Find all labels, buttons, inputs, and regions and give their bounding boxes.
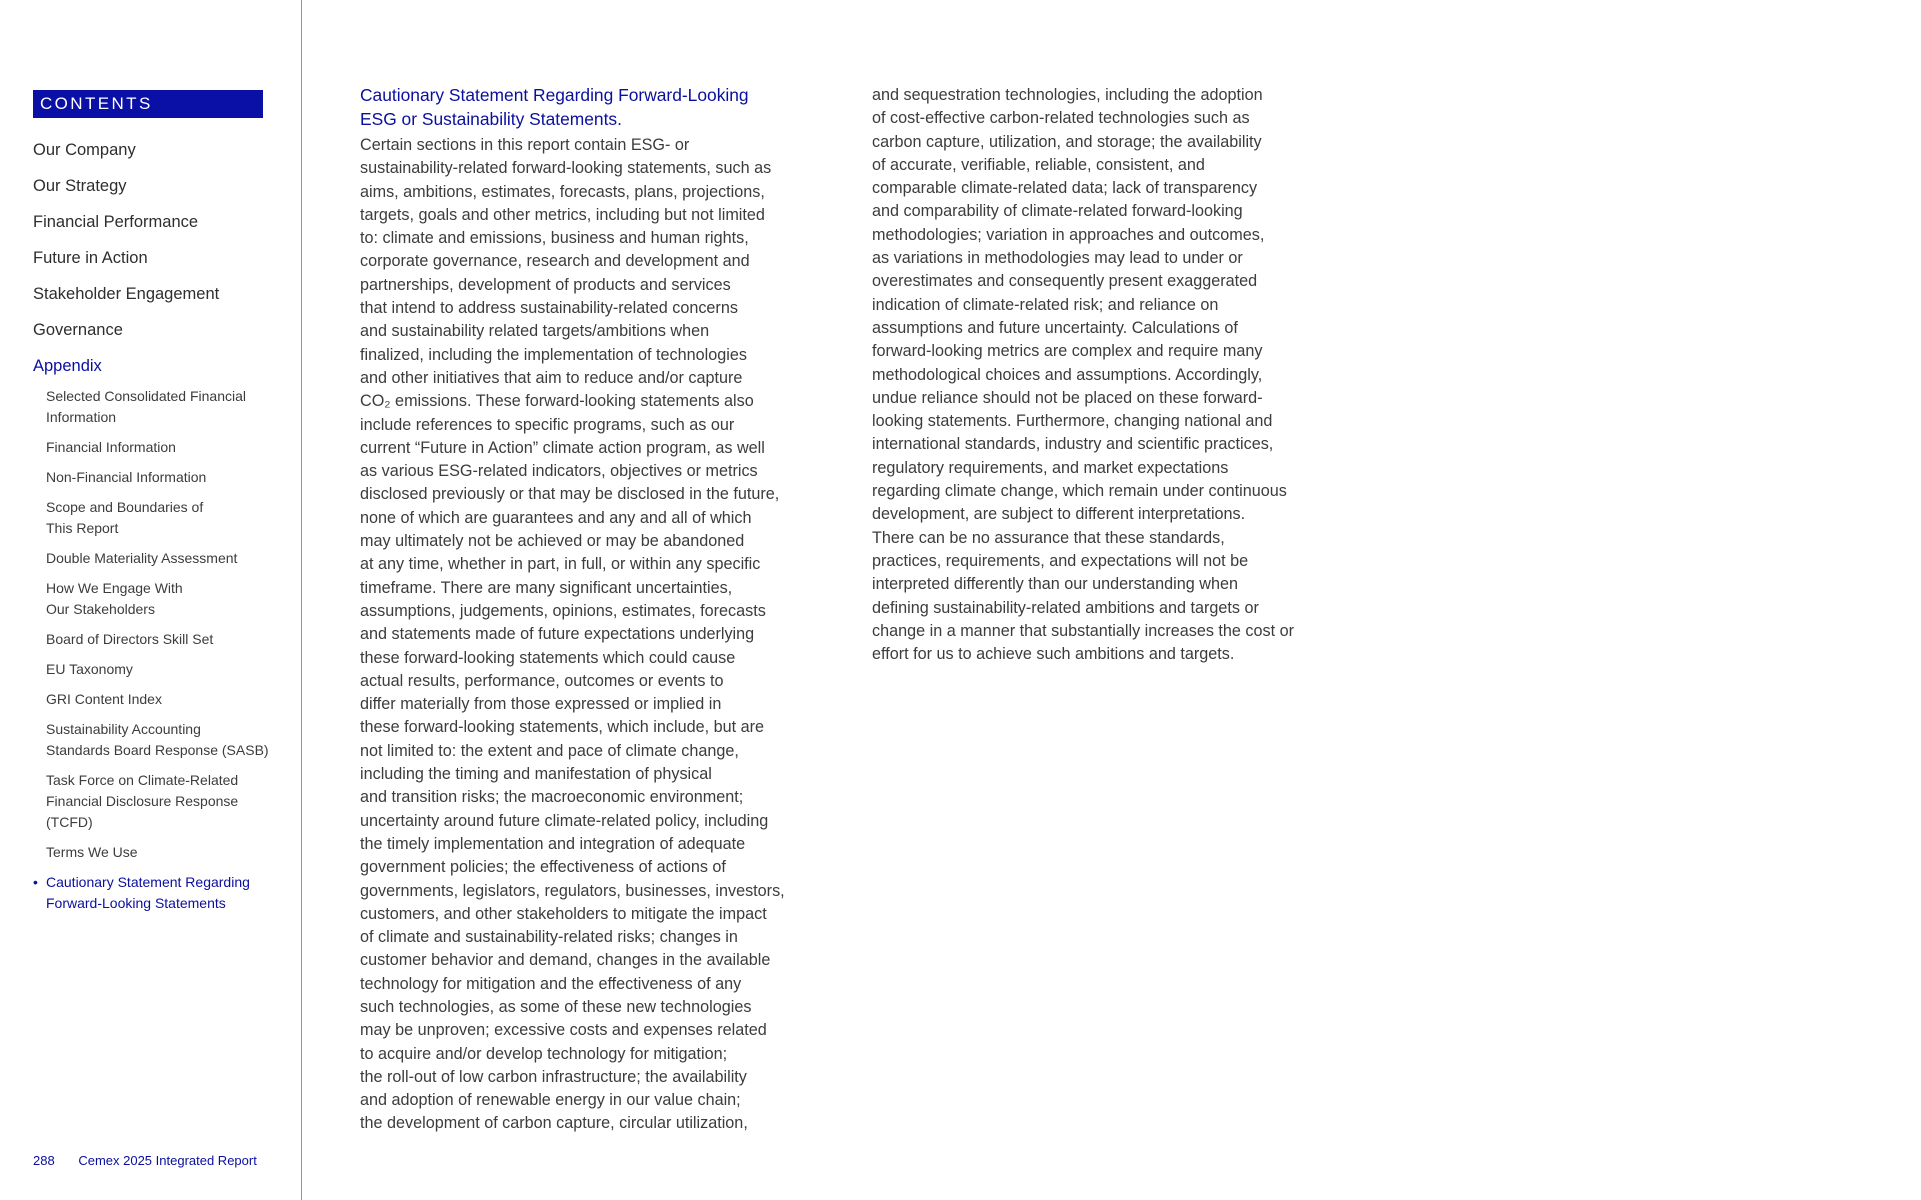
subnav-item-non-financial-information[interactable] (46, 467, 286, 488)
report-title: Cemex 2025 Integrated Report (78, 1153, 257, 1168)
body-text-line: technology for mitigation and the effectiveness of any (360, 974, 742, 993)
subnav-item-label: EU Taxonomy (46, 661, 133, 677)
nav-item-stakeholder-engagement[interactable]: Stakeholder Engagement (33, 285, 220, 303)
body-text-line: and comparability of climate-related forward-looking (872, 202, 1243, 221)
subnav-item-label: Standards Board Response (SASB) (46, 742, 269, 758)
subnav-item-selected-consolidated-financial-information[interactable] (46, 386, 286, 428)
body-text-line: effort for us to achieve such ambitions and targets. (872, 645, 1235, 664)
subnav-item-board-skill-set[interactable] (46, 629, 286, 650)
subnav-item-how-we-engage[interactable] (46, 578, 286, 620)
subnav-item-label: GRI Content Index (46, 691, 162, 707)
body-text-line: overestimates and consequently present exaggerated (872, 272, 1258, 291)
body-text-line: to: climate and emissions, business and human rights, (360, 229, 749, 248)
body-text-line: actual results, performance, outcomes or events to (360, 671, 724, 690)
body-text-line: as variations in methodologies may lead to under or (872, 249, 1243, 268)
subnav-item-financial-information[interactable] (46, 437, 286, 458)
body-text-line: may be unproven; excessive costs and expenses related (360, 1021, 767, 1040)
subnav-item-label: Our Stakeholders (46, 601, 155, 617)
column-1-paragraph (360, 134, 785, 1136)
body-text-line: these forward-looking statements which could cause (360, 648, 736, 667)
subnav-item-double-materiality-assessment[interactable] (46, 548, 286, 569)
main-nav-list (33, 137, 219, 389)
body-text-line: comparable climate-related data; lack of transparency (872, 179, 1258, 198)
sidebar-navigation (0, 0, 302, 1200)
body-text-line: differ materially from those expressed or implied in (360, 695, 722, 714)
body-text-line: government policies; the effectiveness of actions of (360, 858, 726, 877)
body-text-line: timeframe. There are many significant uncertainties, (360, 578, 733, 597)
body-text-line: Certain sections in this report contain ESG- or (360, 136, 690, 154)
subnav-item-label: (TCFD) (46, 814, 93, 830)
body-text-line: regarding climate change, which remain under continuous (872, 482, 1287, 501)
subnav-item-label: Financial Information (46, 439, 176, 455)
body-text-line: undue reliance should not be placed on these forward- (872, 388, 1263, 407)
subnav-item-tcfd[interactable] (46, 770, 286, 833)
body-text-line: international standards, industry and scientific practices, (872, 435, 1274, 454)
heading-line: Cautionary Statement Regarding Forward-Looking (360, 85, 749, 105)
body-text-line: to acquire and/or develop technology for mitigation; (360, 1044, 728, 1063)
body-text-line: CO₂ emissions. These forward-looking statements also (360, 392, 754, 411)
body-text-line: and statements made of future expectations underlying (360, 625, 755, 644)
body-text-line: assumptions, judgements, opinions, estimates, forecasts (360, 601, 766, 620)
body-text-line: not limited to: the extent and pace of climate change, (360, 741, 739, 760)
body-text-line: disclosed previously or that may be disclosed in the future, (360, 485, 780, 504)
body-text-line: aims, ambitions, estimates, forecasts, plans, projections, (360, 182, 765, 201)
body-text-line: indication of climate-related risk; and reliance on (872, 295, 1219, 314)
page-footer (33, 1153, 257, 1168)
subnav-item-label: Scope and Boundaries of (46, 499, 204, 515)
body-text-line: include references to specific programs, such as our (360, 415, 735, 434)
article-column-1 (360, 84, 785, 1136)
body-text-line: the timely implementation and integration of adequate (360, 834, 746, 853)
body-text-line: current “Future in Action” climate action program, as well (360, 438, 765, 457)
body-text-line: development, are subject to different interpretations. (872, 505, 1246, 524)
body-text-line: carbon capture, utilization, and storage; the availability (872, 132, 1262, 151)
contents-header[interactable]: CONTENTS (33, 90, 263, 118)
subnav-item-terms-we-use[interactable] (46, 842, 286, 863)
subnav-item-sasb[interactable] (46, 719, 286, 761)
subnav-item-label: Double Materiality Assessment (46, 550, 238, 566)
body-text-line: defining sustainability-related ambitions and targets or (872, 598, 1259, 617)
body-text-line: practices, requirements, and expectations will not be (872, 551, 1249, 570)
subnav-item-label: Sustainability Accounting (46, 721, 201, 737)
body-text-line: may ultimately not be achieved or may be abandoned (360, 532, 745, 551)
body-text-line: and sequestration technologies, including the adoption (872, 86, 1263, 104)
subnav-item-label: Selected Consolidated Financial (46, 388, 247, 404)
body-text-line: of accurate, verifiable, reliable, consistent, and (872, 155, 1205, 174)
nav-item-financial-performance[interactable]: Financial Performance (33, 213, 199, 231)
nav-item-governance[interactable]: Governance (33, 321, 123, 339)
body-text-line: corporate governance, research and development and (360, 252, 750, 271)
subnav-item-scope-and-boundaries[interactable] (46, 497, 286, 539)
body-text-line: of climate and sustainability-related risks; changes in (360, 928, 738, 947)
body-text-line: none of which are guarantees and any and all of which (360, 508, 752, 527)
subnav-item-label: Information (46, 409, 117, 425)
nav-item-our-strategy[interactable]: Our Strategy (33, 177, 127, 195)
subnav-item-label: This Report (46, 520, 119, 536)
body-text-line: targets, goals and other metrics, including but not limited (360, 205, 765, 224)
article-heading (360, 84, 785, 131)
nav-item-our-company[interactable]: Our Company (33, 141, 136, 159)
body-text-line: at any time, whether in part, in full, or within any specific (360, 555, 761, 574)
heading-line: ESG or Sustainability Statements. (360, 108, 622, 129)
subnav-item-label: Cautionary Statement Regarding (46, 874, 250, 890)
body-text-line: these forward-looking statements, which include, but are (360, 718, 764, 737)
body-text-line: such technologies, as some of these new technologies (360, 997, 752, 1016)
subnav-item-label: Board of Directors Skill Set (46, 631, 214, 647)
body-text-line: partnerships, development of products and services (360, 275, 731, 294)
appendix-subnav-list (33, 386, 286, 923)
subnav-item-label: Non-Financial Information (46, 469, 207, 485)
body-text-line: including the timing and manifestation of physical (360, 765, 712, 784)
column-2-paragraph (872, 84, 1294, 666)
subnav-item-cautionary-statement[interactable] (33, 872, 286, 914)
body-text-line: and adoption of renewable energy in our value chain; (360, 1091, 741, 1110)
body-text-line: customers, and other stakeholders to mitigate the impact (360, 904, 767, 923)
body-text-line: the development of carbon capture, circular utilization, (360, 1114, 748, 1133)
subnav-item-gri-content-index[interactable] (46, 689, 286, 710)
body-text-line: interpreted differently than our understanding when (872, 575, 1238, 594)
subnav-item-label: Forward-Looking Statements (46, 895, 226, 911)
body-text-line: the roll-out of low carbon infrastructure; the availability (360, 1067, 747, 1086)
body-text-line: assumptions and future uncertainty. Calculations of (872, 318, 1238, 337)
subnav-item-label: Financial Disclosure Response (46, 793, 239, 809)
page-number: 288 (33, 1153, 55, 1168)
nav-item-future-in-action[interactable]: Future in Action (33, 249, 148, 267)
body-text-line: sustainability-related forward-looking statements, such as (360, 159, 772, 178)
body-text-line: finalized, including the implementation of technologies (360, 345, 747, 364)
subnav-item-label: Task Force on Climate-Related (46, 772, 239, 788)
body-text-line: change in a manner that substantially increases the cost or (872, 621, 1295, 640)
body-text-line: and other initiatives that aim to reduce and/or capture (360, 368, 743, 387)
body-text-line: of cost-effective carbon-related technologies such as (872, 109, 1250, 128)
body-text-line: that intend to address sustainability-related concerns (360, 299, 738, 318)
body-text-line: methodologies; variation in approaches and outcomes, (872, 225, 1265, 244)
body-text-line: governments, legislators, regulators, businesses, investors, (360, 881, 785, 900)
current-item-bullet-icon: • (33, 874, 38, 890)
nav-item-appendix[interactable]: Appendix (33, 357, 102, 375)
body-text-line: uncertainty around future climate-related policy, including (360, 811, 769, 830)
article-column-2 (872, 84, 1294, 666)
body-text-line: as various ESG-related indicators, objectives or metrics (360, 462, 758, 481)
body-text-line: regulatory requirements, and market expectations (872, 458, 1229, 477)
body-text-line: looking statements. Furthermore, changing national and (872, 412, 1273, 431)
body-text-line: and sustainability related targets/ambitions when (360, 322, 710, 341)
body-text-line: customer behavior and demand, changes in the available (360, 951, 771, 970)
body-text-line: and transition risks; the macroeconomic environment; (360, 788, 744, 807)
body-text-line: methodological choices and assumptions. Accordingly, (872, 365, 1263, 384)
subnav-item-label: How We Engage With (46, 580, 183, 596)
subnav-item-eu-taxonomy[interactable] (46, 659, 286, 680)
body-text-line: forward-looking metrics are complex and require many (872, 342, 1263, 361)
subnav-item-label: Terms We Use (46, 844, 138, 860)
body-text-line: There can be no assurance that these standards, (872, 528, 1225, 547)
